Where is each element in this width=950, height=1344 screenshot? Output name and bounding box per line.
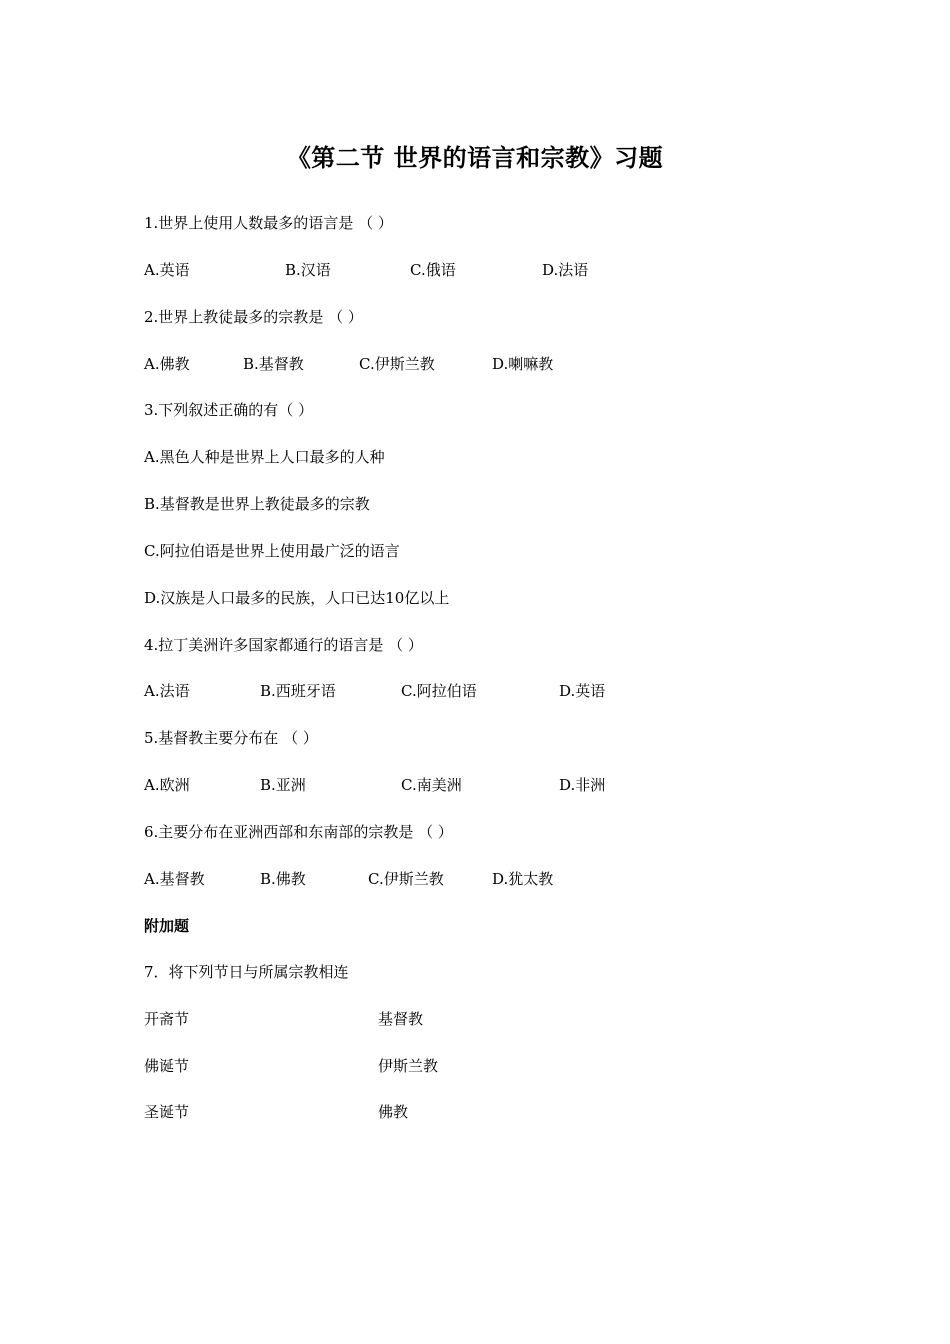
question-4-option-b: B.西班牙语 (260, 682, 336, 700)
question-3-option-a: A.黑色人种是世界上人口最多的人种 (144, 448, 385, 466)
question-5-option-c: C.南美洲 (401, 776, 462, 794)
question-4-stem: 4.拉丁美洲许多国家都通行的语言是 （ ） (144, 636, 423, 654)
question-6-stem: 6.主要分布在亚洲西部和东南部的宗教是 （ ） (144, 823, 453, 841)
question-3-stem: 3.下列叙述正确的有（ ） (144, 401, 314, 419)
festival-item: 佛诞节 (144, 1057, 190, 1075)
question-2-option-d: D.喇嘛教 (492, 355, 554, 373)
religion-item: 基督教 (378, 1010, 424, 1028)
question-2-option-b: B.基督教 (243, 355, 304, 373)
question-6-option-d: D.犹太教 (492, 870, 554, 888)
question-1-option-b: B.汉语 (285, 261, 331, 279)
question-2-option-a: A.佛教 (144, 355, 190, 373)
question-3-option-d: D.汉族是人口最多的民族，人口已达10亿以上 (144, 589, 450, 607)
question-4-option-d: D.英语 (559, 682, 606, 700)
question-7-stem: 7．将下列节日与所属宗教相连 (144, 963, 349, 981)
religion-item: 佛教 (378, 1103, 409, 1121)
question-5-stem: 5.基督教主要分布在 （ ） (144, 729, 318, 747)
festival-item: 开斋节 (144, 1010, 190, 1028)
religion-item: 伊斯兰教 (378, 1057, 439, 1075)
question-6-option-b: B.佛教 (260, 870, 306, 888)
question-5-option-a: A.欧洲 (144, 776, 190, 794)
question-2-stem: 2.世界上教徒最多的宗教是 （ ） (144, 308, 363, 326)
question-1-stem: 1.世界上使用人数最多的语言是 （ ） (144, 214, 393, 232)
question-4-option-a: A.法语 (144, 682, 190, 700)
question-4-option-c: C.阿拉伯语 (401, 682, 477, 700)
question-5-option-d: D.非洲 (559, 776, 606, 794)
question-6-option-c: C.伊斯兰教 (368, 870, 444, 888)
question-5-option-b: B.亚洲 (260, 776, 306, 794)
question-3-option-b: B.基督教是世界上教徒最多的宗教 (144, 495, 370, 513)
page-title: 《第二节 世界的语言和宗教》习题 (286, 143, 664, 172)
question-2-option-c: C.伊斯兰教 (359, 355, 435, 373)
question-1-option-c: C.俄语 (410, 261, 456, 279)
festival-item: 圣诞节 (144, 1103, 190, 1121)
question-1-option-d: D.法语 (542, 261, 589, 279)
question-6-option-a: A.基督教 (144, 870, 205, 888)
question-1-option-a: A.英语 (144, 261, 190, 279)
question-3-option-c: C.阿拉伯语是世界上使用最广泛的语言 (144, 542, 400, 560)
extra-questions-heading: 附加题 (144, 917, 190, 935)
